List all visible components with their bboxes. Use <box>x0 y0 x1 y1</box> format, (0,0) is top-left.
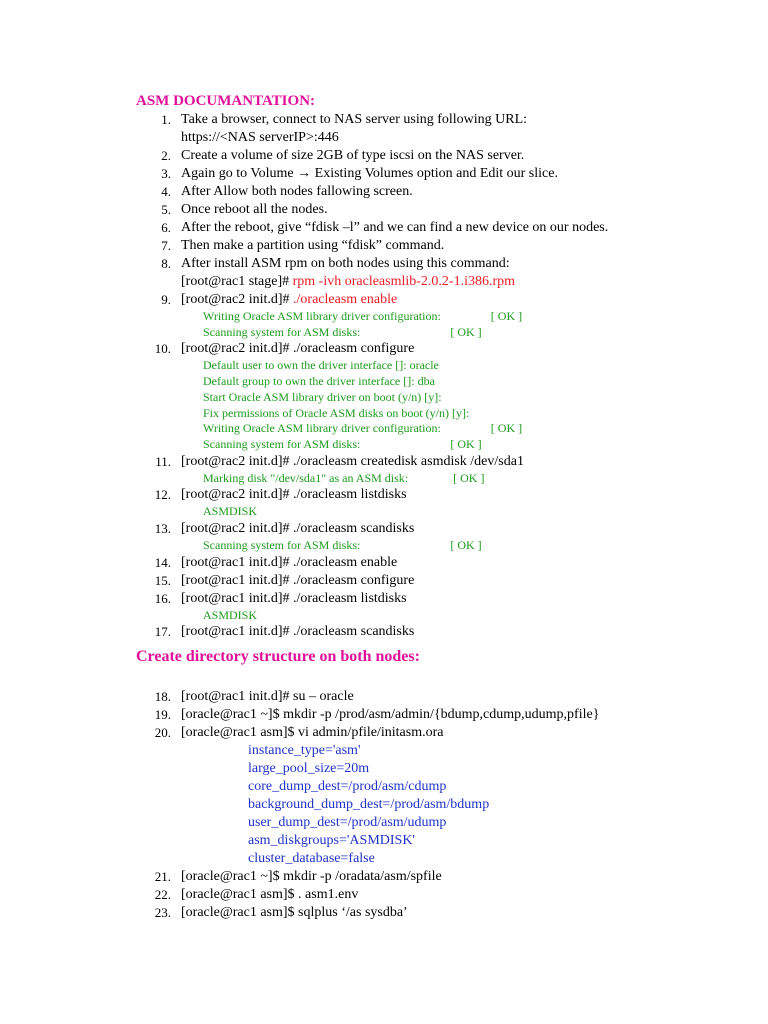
param-line: background_dump_dest=/prod/asm/bdump <box>248 797 490 812</box>
step-21 <box>0 868 768 886</box>
command-line <box>181 291 768 309</box>
step-number: 1. <box>161 112 171 127</box>
step-number: 7. <box>161 238 171 253</box>
highlighted-command: rpm -ivh oracleasmlib-2.0.2-1.i386.rpm <box>292 274 516 289</box>
output-line: Default user to own the driver interface []: oracle <box>203 358 439 373</box>
highlighted-command: ./oracleasm enable <box>293 292 398 307</box>
command-line <box>181 273 768 291</box>
step-12 <box>0 486 768 520</box>
step-text: [root@rac2 init.d]# ./oracleasm listdisks <box>181 487 407 503</box>
step-text: After install ASM rpm on both nodes using this command: <box>181 256 510 271</box>
step-number: 18. <box>154 689 171 704</box>
param-line: asm_diskgroups='ASMDISK' <box>248 833 415 848</box>
step-text: [oracle@rac1 asm]$ sqlplus ‘/as sysdba’ <box>181 905 408 920</box>
step-number: 6. <box>161 220 171 235</box>
step-10 <box>0 340 768 452</box>
step-2 <box>0 147 768 165</box>
step-11 <box>0 453 768 487</box>
step-3 <box>0 165 768 183</box>
output-text: Scanning system for ASM disks: <box>203 538 361 553</box>
step-text: [root@rac1 init.d]# su – oracle <box>181 689 354 704</box>
section-heading: Create directory structure on both nodes: <box>136 648 420 665</box>
step-14 <box>0 554 768 572</box>
step-text: [root@rac1 init.d]# ./oracleasm listdisks <box>181 590 407 606</box>
step-text <box>181 165 768 183</box>
ok-status: [ OK ] <box>453 470 485 485</box>
ok-status: [ OK ] <box>490 421 523 436</box>
step-text: [root@rac2 init.d]# ./oracleasm scandisks <box>181 521 415 537</box>
step-text-part: Existing Volumes option and Edit our slice. <box>311 166 558 181</box>
step-number: 13. <box>154 521 171 537</box>
step-15 <box>0 572 768 590</box>
step-13 <box>0 520 768 554</box>
param-line: user_dump_dest=/prod/asm/udump <box>248 815 447 830</box>
step-number: 23. <box>154 905 171 920</box>
step-17 <box>0 623 768 641</box>
output-line: ASMDISK <box>203 504 258 519</box>
shell-prompt: [root@rac1 stage]# <box>181 274 293 289</box>
step-number: 22. <box>154 887 171 902</box>
step-number: 16. <box>154 590 171 606</box>
step-number: 3. <box>161 166 171 181</box>
step-7 <box>0 237 768 255</box>
step-23 <box>0 904 768 922</box>
step-text-url: https://<NAS serverIP>:446 <box>181 130 339 145</box>
step-text: [root@rac2 init.d]# ./oracleasm createdisk asmdisk /dev/sda1 <box>181 453 524 469</box>
step-22 <box>0 886 768 904</box>
step-number: 10. <box>154 341 171 357</box>
step-text: Then make a partition using “fdisk” command. <box>181 238 445 253</box>
step-text-part: Again go to Volume <box>181 166 298 181</box>
steps-list <box>0 111 768 641</box>
step-text: [root@rac1 init.d]# ./oracleasm configure <box>181 572 415 588</box>
step-16 <box>0 590 768 624</box>
output-line: ASMDISK <box>203 607 258 622</box>
doc-title: ASM DOCUMANTATION: <box>136 93 316 109</box>
step-1 <box>0 111 768 147</box>
output-line <box>203 437 768 453</box>
step-text: [root@rac1 init.d]# ./oracleasm scandisks <box>181 624 415 640</box>
shell-prompt: [root@rac2 init.d]# <box>181 292 294 307</box>
step-number: 19. <box>154 707 171 722</box>
step-number: 4. <box>161 184 171 199</box>
output-line <box>203 421 768 437</box>
init-params-block <box>248 742 768 868</box>
step-5 <box>0 201 768 219</box>
step-number: 5. <box>161 202 171 217</box>
step-text: [root@rac2 init.d]# ./oracleasm configure <box>181 341 415 357</box>
step-number: 9. <box>161 292 171 307</box>
output-line: Fix permissions of Oracle ASM disks on boot (y/n) [y]: <box>203 405 470 420</box>
step-text: After Allow both nodes fallowing screen. <box>181 184 413 199</box>
step-19 <box>0 706 768 724</box>
step-18 <box>0 688 768 706</box>
command-output <box>203 358 768 452</box>
step-text: [oracle@rac1 ~]$ mkdir -p /oradata/asm/spfile <box>181 869 442 884</box>
ok-status: [ OK ] <box>450 436 482 451</box>
step-9 <box>0 291 768 340</box>
command-output <box>203 538 768 554</box>
ok-status: [ OK ] <box>450 324 482 339</box>
command-output <box>203 309 768 340</box>
output-line: Default group to own the driver interface []: dba <box>203 374 435 389</box>
step-number: 17. <box>154 624 171 640</box>
ok-status: [ OK ] <box>490 309 523 323</box>
step-text: [root@rac1 init.d]# ./oracleasm enable <box>181 554 398 570</box>
output-text: Writing Oracle ASM library driver configuration: <box>203 309 441 323</box>
step-number: 8. <box>161 256 171 271</box>
right-arrow-icon: → <box>297 166 312 181</box>
ok-status: [ OK ] <box>450 538 482 553</box>
step-text: Take a browser, connect to NAS server using following URL: <box>181 112 528 127</box>
output-text: Scanning system for ASM disks: <box>203 324 361 339</box>
step-text: [oracle@rac1 asm]$ . asm1.env <box>181 887 359 902</box>
step-text: [oracle@rac1 ~]$ mkdir -p /prod/asm/admin/{bdump,cdump,udump,pfile} <box>181 707 600 722</box>
command-output <box>203 608 768 624</box>
output-line: Start Oracle ASM library driver on boot (y/n) [y]: <box>203 389 442 404</box>
step-text: Once reboot all the nodes. <box>181 202 328 217</box>
param-line: cluster_database=false <box>248 851 375 866</box>
step-4 <box>0 183 768 201</box>
step-number: 21. <box>154 869 171 884</box>
step-number: 15. <box>154 572 171 588</box>
step-8 <box>0 255 768 291</box>
output-line <box>203 538 768 554</box>
step-number: 14. <box>154 554 171 570</box>
step-text: Create a volume of size 2GB of type iscsi on the NAS server. <box>181 148 525 163</box>
output-line <box>203 471 768 487</box>
step-number: 12. <box>154 487 171 503</box>
param-line: large_pool_size=20m <box>248 761 370 776</box>
output-line <box>203 309 768 325</box>
output-line <box>203 325 768 341</box>
command-output <box>203 471 768 487</box>
step-number: 2. <box>161 148 171 163</box>
output-text: Scanning system for ASM disks: <box>203 436 361 451</box>
step-number: 11. <box>155 453 171 469</box>
step-text: After the reboot, give “fdisk –l” and we can find a new device on our nodes. <box>181 220 609 235</box>
step-20 <box>0 724 768 868</box>
output-text: Writing Oracle ASM library driver configuration: <box>203 421 441 436</box>
step-6 <box>0 219 768 237</box>
param-line: core_dump_dest=/prod/asm/cdump <box>248 779 447 794</box>
command-output <box>203 504 768 520</box>
output-text: Marking disk "/dev/sda1" as an ASM disk: <box>203 470 409 485</box>
param-line: instance_type='asm' <box>248 743 361 758</box>
steps-list-2 <box>0 688 768 922</box>
step-text: [oracle@rac1 asm]$ vi admin/pfile/initasm.ora <box>181 725 444 740</box>
step-number: 20. <box>154 725 171 740</box>
